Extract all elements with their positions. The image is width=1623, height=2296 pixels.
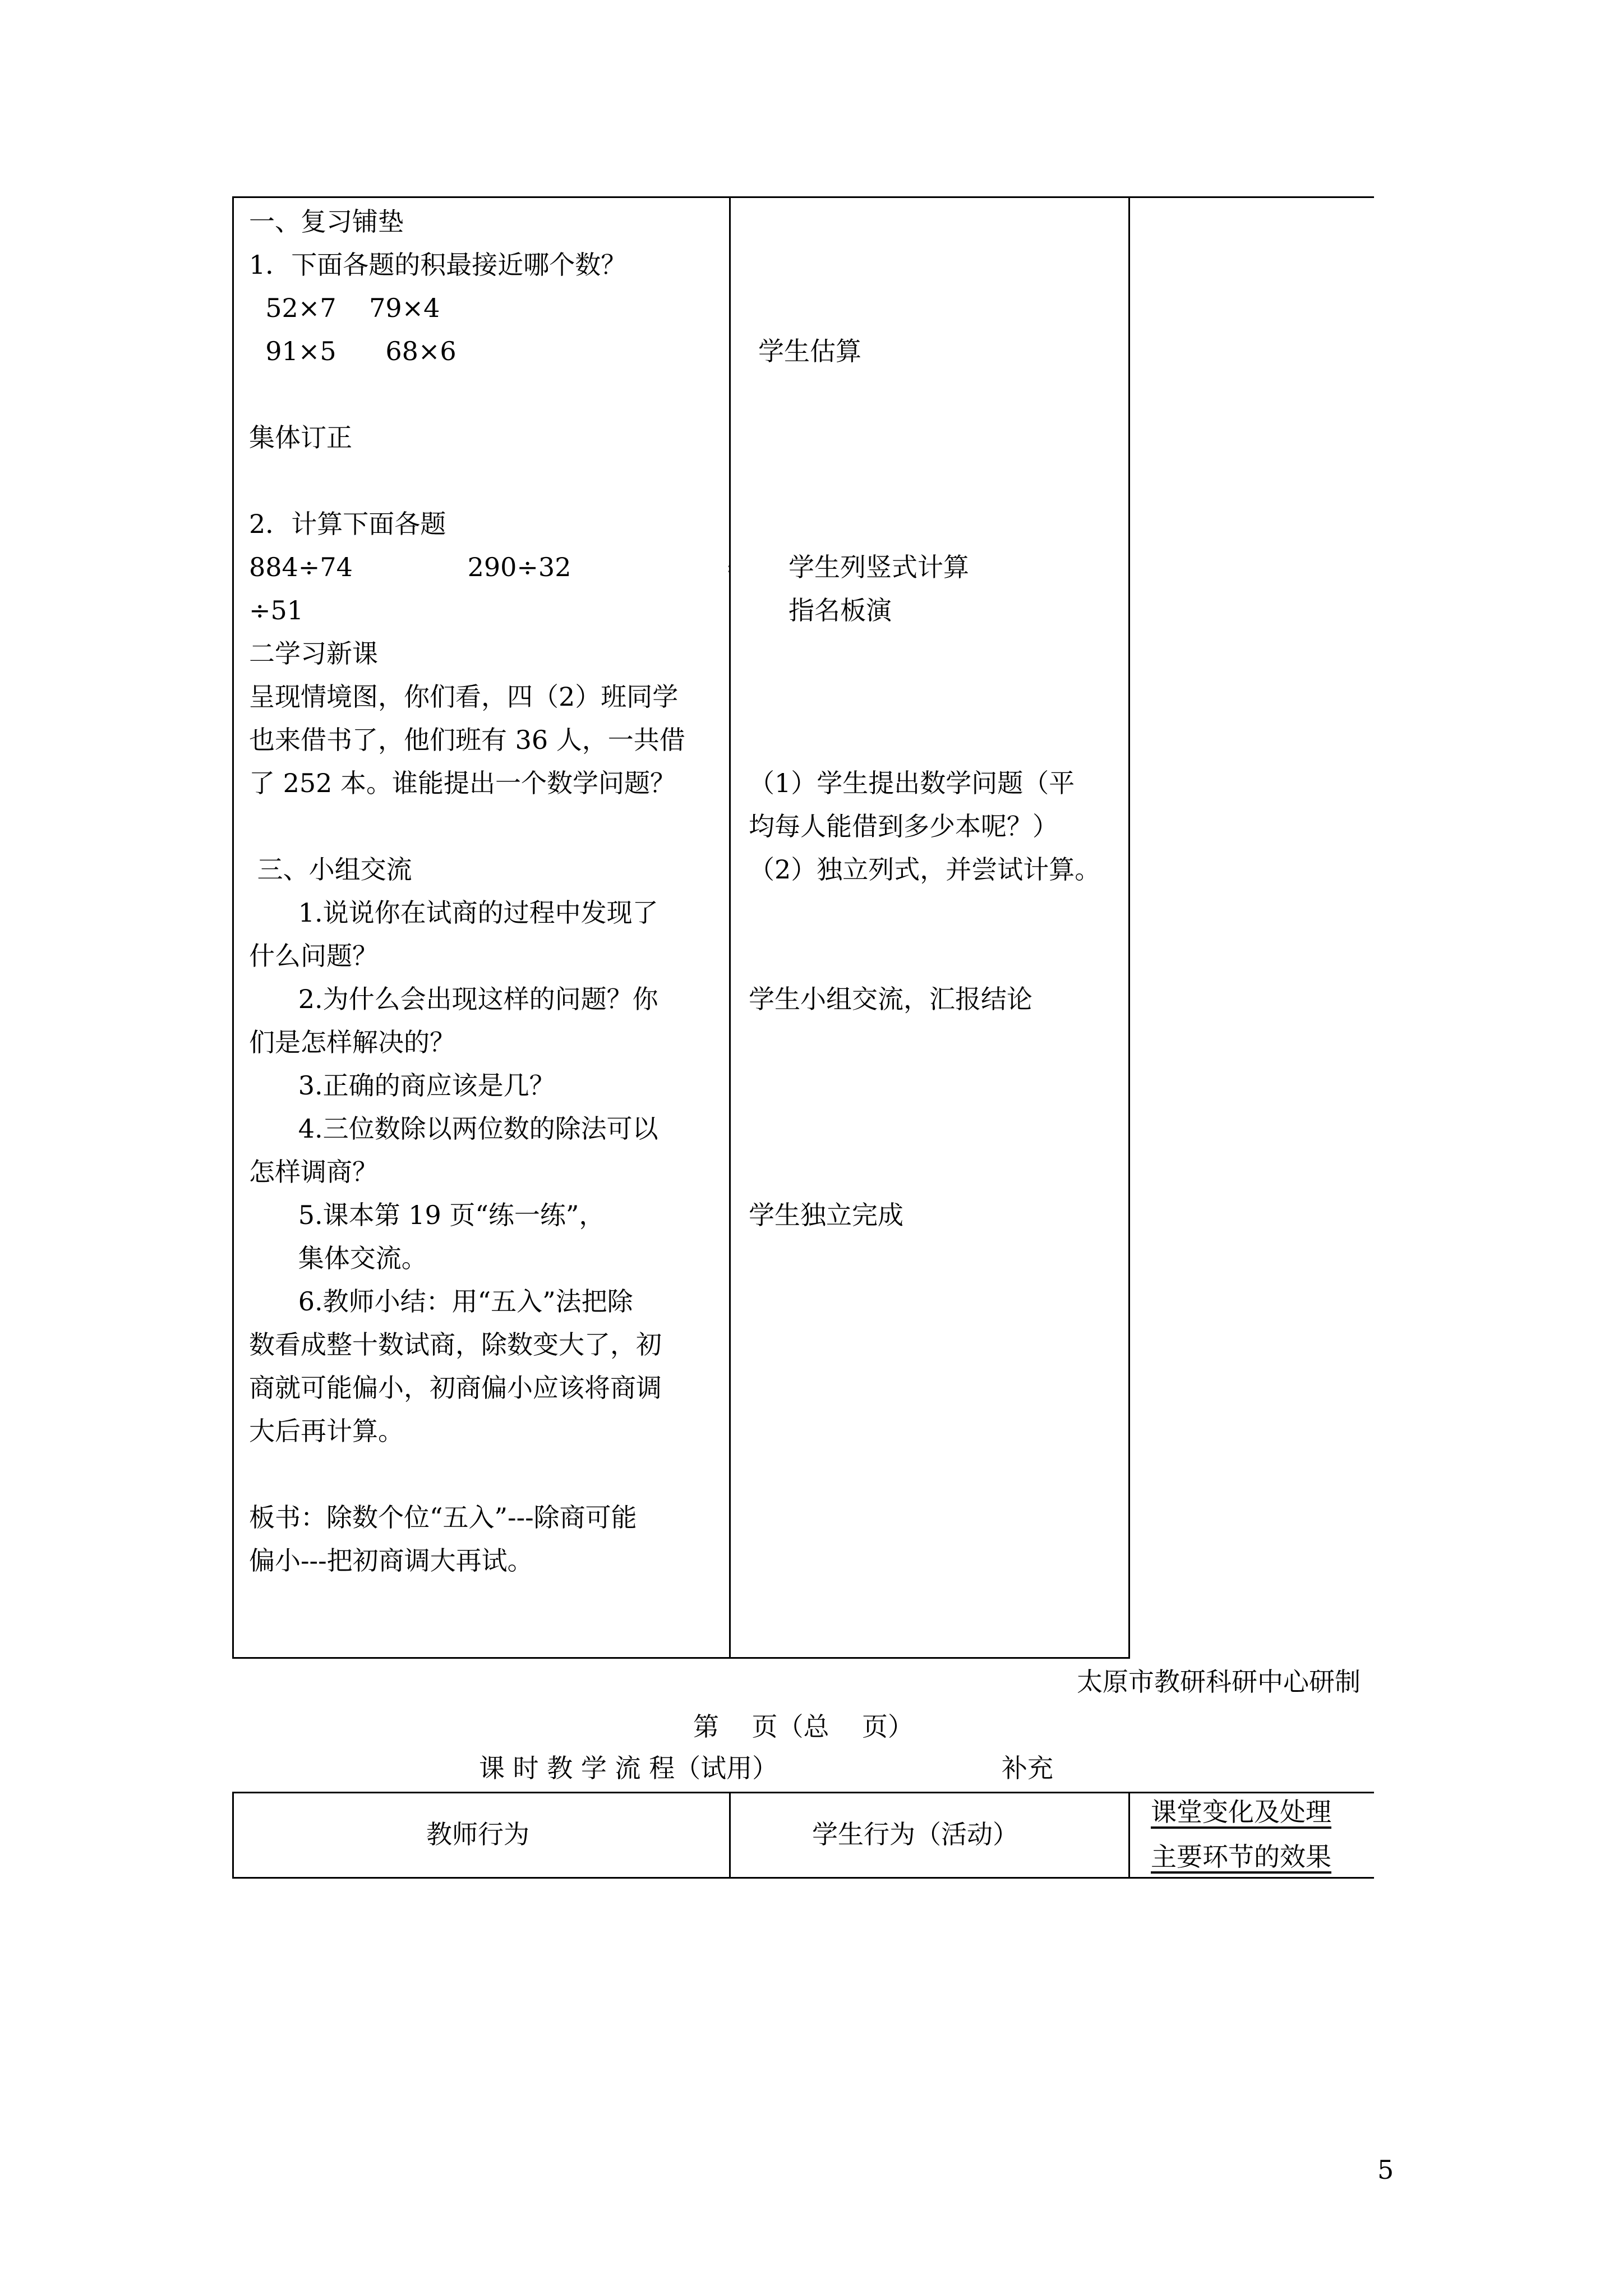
header-table-left-border bbox=[232, 1792, 234, 1879]
teacher-line-21: 3.正确的商应该是几？ bbox=[249, 1070, 555, 1101]
teacher-line-13: 也来借书了，他们班有 36 人，一共借 bbox=[249, 725, 685, 755]
teacher-line-18: 什么问题？ bbox=[249, 941, 378, 971]
main-table-divider-1 bbox=[729, 196, 731, 1659]
teacher-line-22: 4.三位数除以两位数的除法可以 bbox=[249, 1114, 658, 1144]
teacher-line-28: 商就可能偏小，初商偏小应该将商调 bbox=[249, 1373, 662, 1403]
teacher-line-16: 三、小组交流 bbox=[249, 854, 412, 885]
header-table-bottom-border bbox=[232, 1877, 1374, 1879]
teacher-line-14: 了 252 本。谁能提出一个数学问题？ bbox=[249, 768, 676, 798]
header-table-divider-2 bbox=[1128, 1792, 1130, 1879]
stray-mark: : bbox=[727, 558, 732, 576]
header-student-behavior: 学生行为（活动） bbox=[812, 1819, 1018, 1849]
teacher-line-4: 91×5 68×6 bbox=[249, 336, 457, 366]
student-raise-question: （1）学生提出数学问题（平 bbox=[749, 768, 1075, 798]
student-vertical-calc: 学生列竖式计算 bbox=[789, 552, 969, 582]
header-classroom-change: 课堂变化及处理 bbox=[1151, 1797, 1331, 1827]
student-board: 指名板演 bbox=[789, 595, 892, 625]
supplement-label: 补充 bbox=[1002, 1753, 1053, 1783]
teacher-line-2: 1．下面各题的积最接近哪个数？ bbox=[249, 250, 627, 280]
teacher-line-17: 1.说说你在试商的过程中发现了 bbox=[249, 898, 658, 928]
page-count-label: 第 页（总 页） bbox=[693, 1711, 914, 1742]
student-independent-complete: 学生独立完成 bbox=[749, 1200, 903, 1230]
main-table-bottom-border bbox=[232, 1657, 1129, 1659]
teacher-line-8: 2．计算下面各题 bbox=[249, 509, 446, 539]
teacher-line-11: 二学习新课 bbox=[249, 638, 378, 669]
header-key-effect: 主要环节的效果 bbox=[1151, 1842, 1331, 1872]
teacher-line-24: 5.课本第 19 页“练一练”， bbox=[249, 1200, 605, 1230]
student-estimate: 学生估算 bbox=[758, 336, 861, 366]
header-table-divider-1 bbox=[729, 1792, 731, 1879]
teacher-line-26: 6.教师小结：用“五入”法把除 bbox=[249, 1286, 633, 1317]
student-group-exchange: 学生小组交流，汇报结论 bbox=[749, 984, 1032, 1014]
student-raise-question-cont: 均每人能借到多少本呢？） bbox=[749, 811, 1058, 841]
student-independent-formula: （2）独立列式，并尝试计算。 bbox=[749, 854, 1101, 885]
teacher-line-1: 一、复习铺垫 bbox=[249, 206, 404, 237]
teacher-line-25: 集体交流。 bbox=[249, 1243, 427, 1273]
teacher-line-31: 板书：除数个位“五入”---除商可能 bbox=[249, 1502, 637, 1533]
teacher-line-32: 偏小---把初商调大再试。 bbox=[249, 1545, 533, 1576]
teacher-line-27: 数看成整十数试商，除数变大了，初 bbox=[249, 1329, 662, 1360]
teacher-line-12: 呈现情境图，你们看，四（2）班同学 bbox=[249, 682, 679, 712]
main-table-divider-2 bbox=[1128, 196, 1130, 1659]
header-teacher-behavior: 教师行为 bbox=[426, 1819, 529, 1849]
main-table-left-border bbox=[232, 196, 234, 1659]
teacher-line-10: ÷51 bbox=[249, 595, 304, 625]
teacher-line-29: 大后再计算。 bbox=[249, 1416, 404, 1446]
institute-credit: 太原市教研科研中心研制 bbox=[1077, 1667, 1361, 1697]
teacher-line-6: 集体订正 bbox=[249, 422, 352, 453]
page-number: 5 bbox=[1377, 2155, 1394, 2185]
teacher-line-9: 884÷74 290÷32 bbox=[249, 552, 571, 582]
header-table-top-border bbox=[232, 1792, 1374, 1793]
teacher-line-3: 52×7 79×4 bbox=[249, 293, 440, 323]
flow-title: 课 时 教 学 流 程（试用） bbox=[479, 1753, 778, 1783]
teacher-line-23: 怎样调商？ bbox=[249, 1157, 378, 1187]
teacher-line-19: 2.为什么会出现这样的问题？你 bbox=[249, 984, 658, 1014]
main-table-top-border bbox=[232, 196, 1374, 198]
teacher-line-20: 们是怎样解决的？ bbox=[249, 1027, 455, 1057]
